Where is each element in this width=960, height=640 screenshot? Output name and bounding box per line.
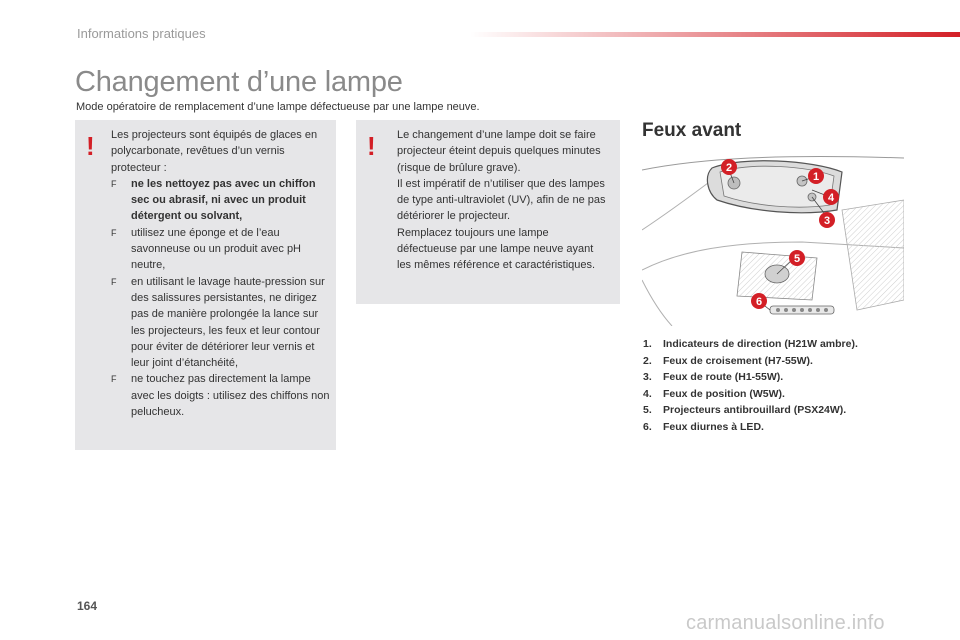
list-item — [111, 274, 331, 372]
list-item-text: en utilisant le lavage haute-pression sur des salissures persistantes, ne dirigez pas de manière prolongée la lance sur les projecteurs, les feux et leur contour pour éviter de détériorer leur vernis et leur joint d’étanchéité, — [131, 275, 325, 370]
legend-text: Projecteurs antibrouillard (PSX24W). — [663, 404, 847, 417]
svg-text:6: 6 — [755, 296, 763, 308]
legend-number: 6. — [643, 420, 652, 433]
callout-4 — [823, 189, 839, 205]
list-item-text: ne les nettoyez pas avec un chiffon sec ou abrasif, ni avec un produit détergent ou solvant, — [131, 177, 316, 223]
svg-text:1: 1 — [812, 171, 820, 183]
warning-paragraph: Le changement d’une lampe doit se faire projecteur éteint depuis quelques minutes (risque de brûlure grave). — [397, 129, 601, 174]
header-red-bar — [470, 32, 960, 37]
bulb-legend-list — [643, 336, 858, 436]
headlight-illustration — [642, 150, 904, 326]
header-section-label: Informations pratiques — [77, 26, 206, 41]
page-number: 164 — [77, 599, 98, 613]
warning-paragraph: Remplacez toujours une lampe défectueuse par une lampe neuve ayant les mêmes référence et caractéristiques. — [397, 226, 596, 272]
list-item — [111, 371, 331, 420]
warning-icon: ! — [367, 131, 376, 161]
bullet-arrow-icon: F — [111, 374, 117, 385]
svg-text:5: 5 — [793, 253, 801, 265]
warning-icon: ! — [86, 131, 95, 161]
callout-2 — [721, 159, 737, 175]
list-item — [643, 402, 858, 419]
legend-number: 1. — [643, 338, 652, 350]
list-item — [643, 369, 858, 386]
legend-text: Feux diurnes à LED. — [663, 420, 764, 433]
list-item — [111, 225, 331, 274]
page-subtitle: Mode opératoire de remplacement d’une lampe défectueuse par une lampe neuve. — [76, 101, 480, 113]
section-title-feux-avant: Feux avant — [642, 120, 742, 141]
legend-text: Feux de route (H1-55W). — [663, 371, 784, 384]
warning-box-lamp-change — [356, 120, 620, 304]
warning-box-lens-care-text — [111, 127, 331, 420]
list-item-text: ne touchez pas directement la lampe avec les doigts : utilisez des chiffons non pelucheux. — [131, 373, 330, 419]
legend-text: Indicateurs de direction (H21W ambre). — [663, 338, 858, 350]
list-item — [643, 353, 858, 370]
callout-3 — [819, 212, 835, 228]
warning-box-lamp-change-text — [397, 127, 607, 274]
page-title: Changement d’une lampe — [75, 66, 403, 98]
callout-1 — [808, 168, 824, 184]
legend-text: Feux de position (W5W). — [663, 387, 785, 400]
bullet-arrow-icon: F — [111, 276, 117, 287]
list-item — [643, 386, 858, 403]
legend-number: 5. — [643, 404, 652, 417]
bullet-arrow-icon: F — [111, 178, 117, 189]
svg-text:4: 4 — [827, 192, 835, 204]
legend-number: 4. — [643, 387, 652, 400]
list-item-text: utilisez une éponge et de l’eau savonneuse ou un produit avec pH neutre, — [131, 226, 302, 272]
list-item — [643, 419, 858, 436]
legend-number: 2. — [643, 354, 652, 367]
callout-5 — [789, 250, 805, 266]
legend-text: Feux de croisement (H7-55W). — [663, 354, 813, 367]
svg-text:2: 2 — [725, 162, 733, 174]
warning-box-lens-care — [75, 120, 336, 450]
list-item — [111, 176, 331, 225]
legend-number: 3. — [643, 371, 652, 384]
callout-6 — [751, 293, 767, 309]
warning-intro: Les projecteurs sont équipés de glaces en polycarbonate, revêtues d’un vernis protecteur : — [111, 129, 318, 174]
list-item — [643, 336, 858, 353]
bullet-arrow-icon: F — [111, 227, 117, 238]
svg-text:3: 3 — [823, 215, 831, 227]
watermark-text: carmanualsonline.info — [686, 612, 885, 634]
warning-paragraph: Il est impératif de n’utiliser que des lampes de type anti-ultraviolet (UV), afin de ne pas détériorer le projecteur. — [397, 177, 606, 223]
